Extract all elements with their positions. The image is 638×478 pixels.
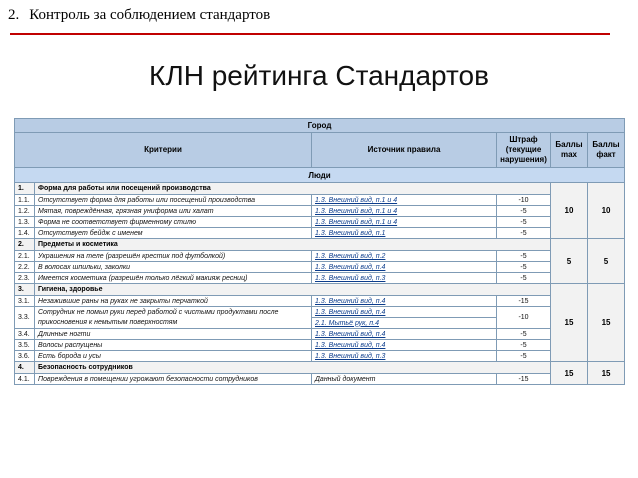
section-title: Гигиена, здоровье	[35, 284, 551, 296]
fine-cell: -5	[497, 228, 551, 239]
fine-cell: -5	[497, 251, 551, 262]
fact-points-cell: 10	[588, 183, 625, 239]
source-link[interactable]: 1.3. Внешний вид, п.1 и 4	[312, 217, 497, 228]
row-number: 1.3.	[15, 217, 35, 228]
fact-points-column-header: Баллы факт	[588, 133, 625, 168]
source-link[interactable]: 1.3. Внешний вид, п.2	[312, 251, 497, 262]
city-header: Город	[15, 119, 625, 133]
row-number: 3.4.	[15, 329, 35, 340]
source-link[interactable]: 1.3. Внешний вид, п.3	[312, 351, 497, 362]
table-row	[15, 228, 625, 239]
max-points-cell: 10	[551, 183, 588, 239]
max-points-cell: 15	[551, 284, 588, 362]
fact-points-cell: 5	[588, 239, 625, 284]
row-number: 1.1.	[15, 195, 35, 206]
table-row	[15, 262, 625, 273]
section-title: Предметы и косметика	[35, 239, 551, 251]
slide-title: КЛН рейтинга Стандартов	[149, 60, 489, 91]
max-points-cell: 5	[551, 239, 588, 284]
fine-cell: -15	[497, 374, 551, 385]
table-row	[15, 296, 625, 307]
header-text: Контроль за соблюдением стандартов	[29, 7, 271, 23]
fine-cell: -5	[497, 217, 551, 228]
table-row	[15, 251, 625, 262]
source-cell: Данный документ	[312, 374, 497, 385]
criterion-cell: Мятая, повреждённая, грязная униформа или халат	[35, 206, 312, 217]
source-link[interactable]: 1.3. Внешний вид, п.4	[312, 307, 497, 318]
section-row	[15, 239, 625, 251]
header-number: 2.	[8, 7, 20, 23]
source-link[interactable]: 1.3. Внешний вид, п.4	[312, 296, 497, 307]
section-number: 4.	[15, 362, 35, 374]
section-row	[15, 284, 625, 296]
table-row	[15, 374, 625, 385]
standards-table-container	[14, 118, 624, 385]
section-number: 2.	[15, 239, 35, 251]
section-row	[15, 183, 625, 195]
section-row	[15, 362, 625, 374]
fact-points-cell: 15	[588, 284, 625, 362]
source-link[interactable]: 1.3. Внешний вид, п.4	[312, 262, 497, 273]
header-divider	[10, 33, 610, 35]
row-number: 1.4.	[15, 228, 35, 239]
fine-cell: -5	[497, 206, 551, 217]
source-link[interactable]: 1.3. Внешний вид, п.1	[312, 228, 497, 239]
fine-cell: -5	[497, 262, 551, 273]
criterion-cell: Повреждения в помещении угрожают безопасности сотрудников	[35, 374, 312, 385]
fine-cell: -10	[497, 307, 551, 329]
section-number: 3.	[15, 284, 35, 296]
criterion-cell: Есть борода и усы	[35, 351, 312, 362]
slide-header	[8, 7, 270, 24]
criterion-cell: Длинные ногти	[35, 329, 312, 340]
criterion-cell: Отсутствует форма для работы или посещений производства	[35, 195, 312, 206]
standards-table	[14, 118, 625, 385]
source-link[interactable]: 1.3. Внешний вид, п.4	[312, 329, 497, 340]
criterion-cell: Сотрудник не помыл руки перед работой с чистыми продуктами после прикосновения к немытым поверхностям	[35, 307, 312, 329]
fine-cell: -5	[497, 340, 551, 351]
criteria-column-header: Критерии	[15, 133, 312, 168]
table-row	[15, 351, 625, 362]
table-row	[15, 307, 625, 318]
table-row	[15, 195, 625, 206]
row-number: 3.1.	[15, 296, 35, 307]
criterion-cell: В волосах шпильки, заколки	[35, 262, 312, 273]
source-link[interactable]: 1.3. Внешний вид, п.1 и 4	[312, 195, 497, 206]
criterion-cell: Волосы распущены	[35, 340, 312, 351]
row-number: 4.1.	[15, 374, 35, 385]
source-link-secondary[interactable]: 2.1. Мытьё рук, п.4	[312, 318, 497, 329]
people-header: Люди	[15, 168, 625, 183]
section-title: Форма для работы или посещений производства	[35, 183, 551, 195]
row-number: 2.3.	[15, 273, 35, 284]
table-row	[15, 217, 625, 228]
source-link[interactable]: 1.3. Внешний вид, п.4	[312, 340, 497, 351]
row-number: 3.5.	[15, 340, 35, 351]
row-number: 3.3.	[15, 307, 35, 329]
section-number: 1.	[15, 183, 35, 195]
fact-points-cell: 15	[588, 362, 625, 385]
source-column-header: Источник правила	[312, 133, 497, 168]
fine-cell: -10	[497, 195, 551, 206]
row-number: 2.2.	[15, 262, 35, 273]
fine-cell: -5	[497, 329, 551, 340]
criterion-cell: Отсутствует бейдж с именем	[35, 228, 312, 239]
criterion-cell: Украшения на теле (разрешён крестик под футболкой)	[35, 251, 312, 262]
table-row	[15, 273, 625, 284]
row-number: 1.2.	[15, 206, 35, 217]
table-row	[15, 340, 625, 351]
criterion-cell: Незажившие раны на руках не закрыты перчаткой	[35, 296, 312, 307]
source-link[interactable]: 1.3. Внешний вид, п.3	[312, 273, 497, 284]
max-points-cell: 15	[551, 362, 588, 385]
row-number: 2.1.	[15, 251, 35, 262]
fine-cell: -5	[497, 273, 551, 284]
table-row	[15, 329, 625, 340]
row-number: 3.6.	[15, 351, 35, 362]
fine-cell: -15	[497, 296, 551, 307]
criterion-cell: Форма не соответствует фирменному стилю	[35, 217, 312, 228]
section-title: Безопасность сотрудников	[35, 362, 551, 374]
criterion-cell: Имеется косметика (разрешён только лёгкий макияж ресниц)	[35, 273, 312, 284]
fine-column-header: Штраф (текущие нарушения)	[497, 133, 551, 168]
fine-cell: -5	[497, 351, 551, 362]
table-row	[15, 206, 625, 217]
max-points-column-header: Баллы max	[551, 133, 588, 168]
source-link[interactable]: 1.3. Внешний вид, п.1 и 4	[312, 206, 497, 217]
